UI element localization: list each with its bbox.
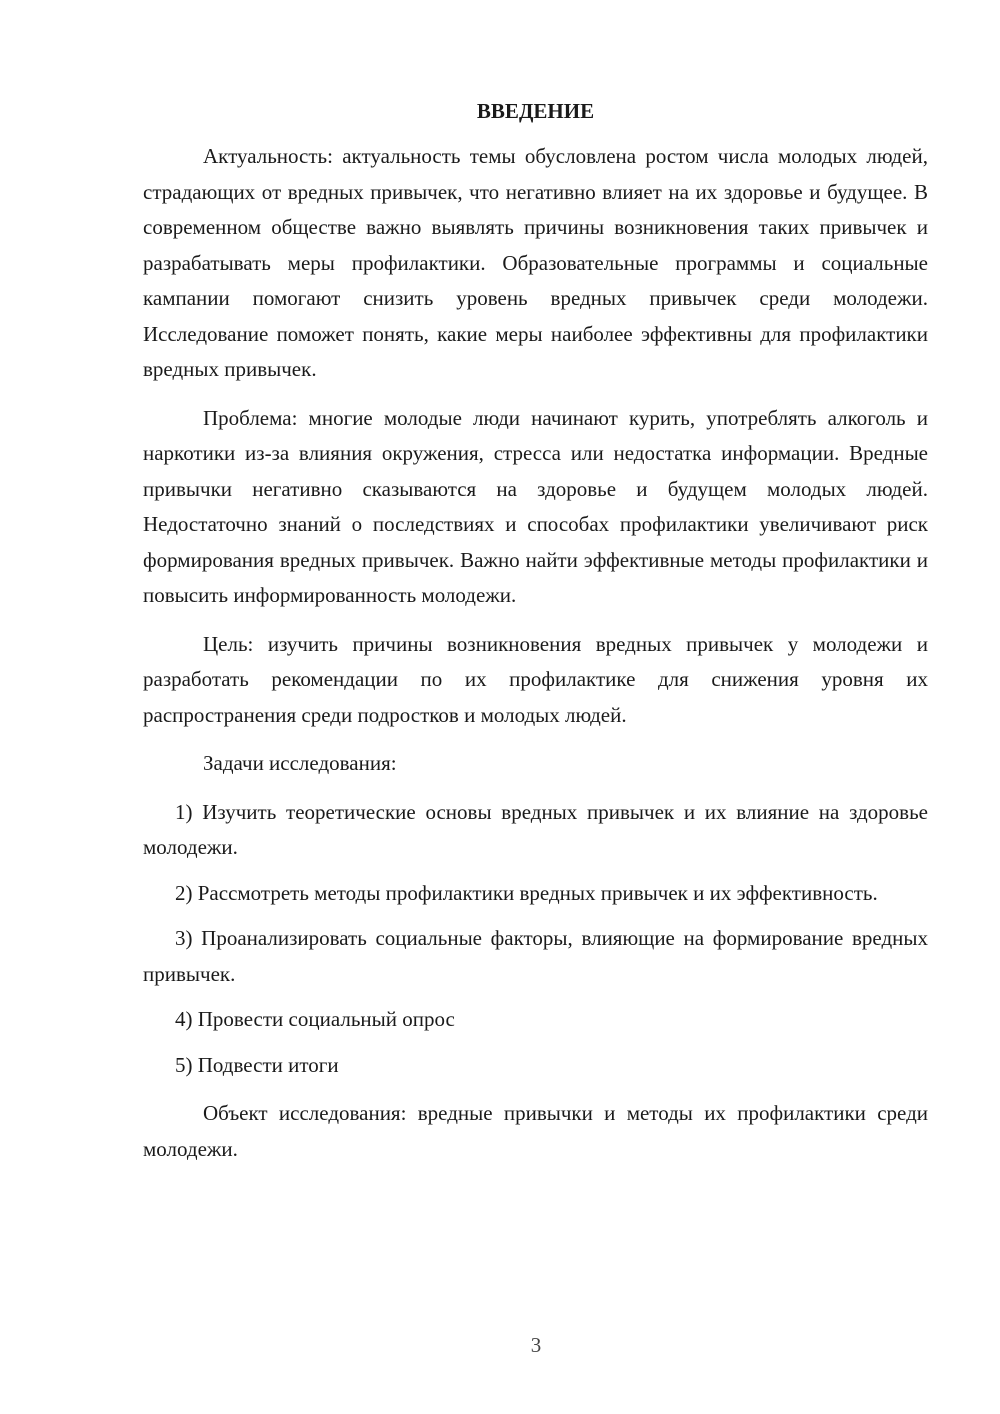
relevance-paragraph: Актуальность: актуальность темы обусловлена ростом числа молодых людей, страдающих от вредных привычек, что негативно влияет на их здоровье и будущее. В современном обществе важно выявлять причины возникновения таких привычек и разрабатывать меры профилактики. Образовательные программы и социальные кампании помогают снизить уровень вредных привычек среди молодежи. Исследование поможет понять, какие меры наиболее эффективны для профилактики вредных привычек.: [143, 144, 928, 381]
document-title: ВВЕДЕНИЕ: [476, 99, 595, 123]
task-item: 5) Подвести итоги: [175, 1052, 339, 1077]
document-page: [143, 96, 928, 1180]
problem-paragraph: Проблема: многие молодые люди начинают курить, употреблять алкоголь и наркотики из-за влияния окружения, стресса или недостатка информации. Вредные привычки негативно сказываются на здоровье и будущем молодых людей. Недостаточно знаний о последствиях и способах профилактики увеличивают риск формирования вредных привычек. Важно найти эффективные методы профилактики и повысить информированность молодежи.: [143, 405, 928, 607]
task-item: 2) Рассмотреть методы профилактики вредных привычек и их эффективность.: [175, 880, 878, 905]
object-paragraph: Объект исследования: вредные привычки и методы их профилактики среди молодежи.: [143, 1101, 928, 1161]
task-item: 4) Провести социальный опрос: [175, 1007, 455, 1031]
tasks-heading: Задачи исследования:: [203, 751, 397, 775]
task-item: 1) Изучить теоретические основы вредных привычек и их влияние на здоровье молодежи.: [143, 799, 928, 859]
page-number: 3: [530, 1333, 542, 1357]
goal-paragraph: Цель: изучить причины возникновения вредных привычек у молодежи и разработать рекомендации по их профилактике для снижения уровня их распространения среди подростков и молодых людей.: [143, 631, 928, 727]
task-item: 3) Проанализировать социальные факторы, влияющие на формирование вредных привычек.: [143, 926, 928, 986]
